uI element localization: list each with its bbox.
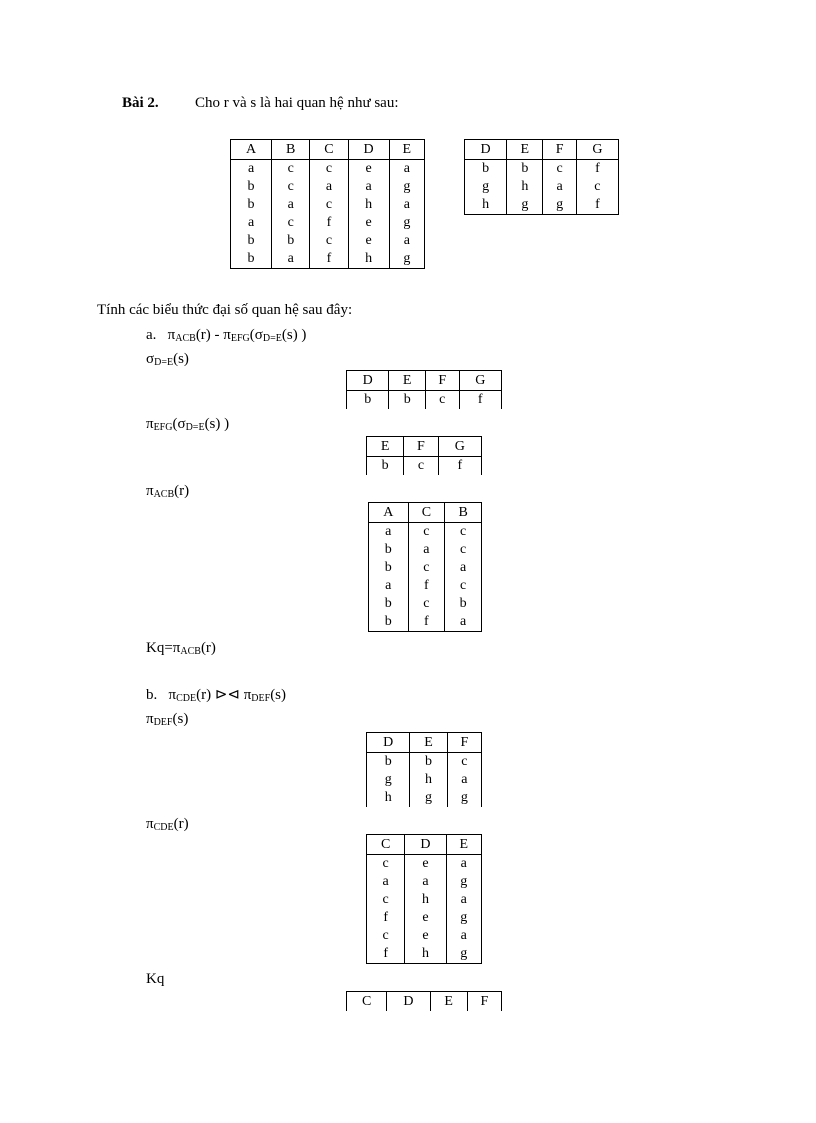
column-header: D <box>465 140 507 160</box>
table-row <box>367 753 482 772</box>
column-header: B <box>445 503 482 523</box>
intro-text: Tính các biểu thức đại số quan hệ sau đây: <box>97 302 353 318</box>
table-cell: g <box>447 789 481 807</box>
table-cell: c <box>543 160 576 179</box>
table-cell: a <box>446 855 481 874</box>
column-header: E <box>430 992 467 1012</box>
column-header: G <box>459 371 502 391</box>
relation-s-table <box>464 139 619 215</box>
part-a-step-project-acb: $\pi_{ACB}(r)$ <box>146 483 190 500</box>
relation-r-table <box>230 139 425 269</box>
table-cell: g <box>367 771 410 789</box>
table-cell: a <box>367 873 405 891</box>
table-row <box>367 873 482 891</box>
table-cell: a <box>369 523 409 542</box>
table-cell: b <box>231 250 272 269</box>
table-cell: b <box>367 457 404 476</box>
part-b-step-project-cde: $\pi_{CDE}(r)$ <box>146 816 189 833</box>
table-cell: h <box>465 196 507 215</box>
table-row <box>367 891 482 909</box>
column-header: E <box>446 835 481 855</box>
table-row <box>231 160 425 179</box>
column-header: F <box>543 140 576 160</box>
table-cell: g <box>389 178 424 196</box>
column-header: F <box>467 992 501 1012</box>
table-cell: c <box>367 927 405 945</box>
table-row <box>465 178 619 196</box>
table-cell: f <box>310 214 348 232</box>
table-cell: a <box>272 250 310 269</box>
table-cell: c <box>310 232 348 250</box>
table-row <box>231 250 425 269</box>
table-cell: a <box>310 178 348 196</box>
table-cell: c <box>404 457 438 476</box>
table-cell: e <box>405 909 446 927</box>
part-a-expression: a. $\pi_{ACB}(r) - \pi_{EFG}(\sigma_{D=E}(s)$ ) <box>146 327 307 344</box>
table-cell: c <box>445 523 482 542</box>
table-cell: b <box>369 595 409 613</box>
column-header: C <box>310 140 348 160</box>
part-b-project-cde-table <box>366 834 482 964</box>
table-row <box>367 771 482 789</box>
table-cell: h <box>405 945 446 964</box>
table-cell: c <box>367 855 405 874</box>
table-header-row <box>231 140 425 160</box>
column-header: F <box>425 371 459 391</box>
column-header: E <box>507 140 543 160</box>
column-header: A <box>231 140 272 160</box>
table-cell: g <box>507 196 543 215</box>
table-cell: b <box>465 160 507 179</box>
table-header-row <box>367 835 482 855</box>
table-cell: b <box>410 753 447 772</box>
table-cell: f <box>576 196 618 215</box>
part-b-step-project-def: $\pi_{DEF}(s)$ <box>146 711 189 728</box>
table-cell: a <box>231 160 272 179</box>
column-header: F <box>447 733 481 753</box>
table-cell: e <box>348 214 389 232</box>
part-a-step-select: $\sigma_{D=E}(s)$ <box>146 351 189 368</box>
table-cell: f <box>367 945 405 964</box>
part-a-project-efg-table <box>366 436 482 475</box>
table-cell: f <box>408 613 445 632</box>
table-cell: c <box>272 178 310 196</box>
table-row <box>465 160 619 179</box>
table-row <box>367 457 482 476</box>
table-cell: a <box>272 196 310 214</box>
table-cell: c <box>408 523 445 542</box>
table-cell: c <box>310 160 348 179</box>
table-cell: f <box>438 457 481 476</box>
table-cell: b <box>347 391 389 410</box>
table-cell: b <box>231 232 272 250</box>
column-header: D <box>367 733 410 753</box>
column-header: E <box>410 733 447 753</box>
table-cell: g <box>446 873 481 891</box>
part-b-result-table <box>346 991 502 1011</box>
table-cell: c <box>425 391 459 410</box>
table-cell: h <box>410 771 447 789</box>
table-cell: a <box>389 160 424 179</box>
table-row <box>231 178 425 196</box>
table-cell: a <box>446 927 481 945</box>
table-row <box>347 391 502 410</box>
table-cell: b <box>445 595 482 613</box>
table-cell: b <box>507 160 543 179</box>
table-cell: c <box>576 178 618 196</box>
table-cell: e <box>405 927 446 945</box>
column-header: E <box>389 140 424 160</box>
table-cell: c <box>367 891 405 909</box>
column-header: C <box>347 992 387 1012</box>
table-row <box>369 595 482 613</box>
table-cell: h <box>348 250 389 269</box>
table-cell: b <box>272 232 310 250</box>
table-row <box>367 945 482 964</box>
table-cell: g <box>543 196 576 215</box>
table-row <box>369 559 482 577</box>
table-cell: b <box>389 391 425 410</box>
table-header-row <box>347 992 502 1012</box>
part-a-result: $Kq=\pi_{ACB}(r)$ <box>146 640 216 657</box>
table-header-row <box>367 733 482 753</box>
table-cell: f <box>408 577 445 595</box>
table-cell: g <box>446 945 481 964</box>
table-cell: a <box>446 891 481 909</box>
column-header: E <box>389 371 425 391</box>
table-cell: g <box>389 214 424 232</box>
table-cell: g <box>446 909 481 927</box>
table-row <box>465 196 619 215</box>
part-a-project-acb-table <box>368 502 482 632</box>
table-row <box>369 523 482 542</box>
table-cell: f <box>576 160 618 179</box>
table-row <box>367 789 482 807</box>
table-cell: h <box>405 891 446 909</box>
part-b-result-label: Kq <box>146 971 165 987</box>
table-row <box>369 541 482 559</box>
column-header: C <box>408 503 445 523</box>
table-cell: a <box>231 214 272 232</box>
table-cell: b <box>231 196 272 214</box>
table-header-row <box>465 140 619 160</box>
table-cell: c <box>310 196 348 214</box>
table-cell: a <box>445 613 482 632</box>
table-row <box>367 855 482 874</box>
table-cell: a <box>445 559 482 577</box>
table-cell: c <box>408 595 445 613</box>
part-b-project-def-table <box>366 732 482 807</box>
table-cell: f <box>459 391 502 410</box>
table-row <box>367 909 482 927</box>
table-cell: c <box>408 559 445 577</box>
table-cell: g <box>410 789 447 807</box>
exercise-label: Bài 2. <box>122 95 159 111</box>
table-cell: c <box>445 541 482 559</box>
table-cell: a <box>543 178 576 196</box>
table-cell: a <box>408 541 445 559</box>
table-cell: e <box>348 160 389 179</box>
table-cell: e <box>405 855 446 874</box>
column-header: D <box>387 992 430 1012</box>
table-row <box>231 214 425 232</box>
column-header: G <box>576 140 618 160</box>
column-header: D <box>347 371 389 391</box>
table-cell: b <box>369 559 409 577</box>
table-cell: b <box>369 613 409 632</box>
table-cell: g <box>465 178 507 196</box>
column-header: A <box>369 503 409 523</box>
table-cell: a <box>447 771 481 789</box>
table-cell: a <box>389 232 424 250</box>
table-row <box>369 577 482 595</box>
table-cell: e <box>348 232 389 250</box>
column-header: F <box>404 437 438 457</box>
table-header-row <box>369 503 482 523</box>
part-b-expression: b. $\pi_{CDE}(r)$ ⊳⊲ $\pi_{DEF}(s)$ <box>146 687 287 704</box>
table-row <box>367 927 482 945</box>
column-header: C <box>367 835 405 855</box>
table-cell: f <box>310 250 348 269</box>
table-cell: g <box>389 250 424 269</box>
table-cell: f <box>367 909 405 927</box>
table-row <box>369 613 482 632</box>
table-cell: c <box>272 160 310 179</box>
column-header: D <box>348 140 389 160</box>
column-header: G <box>438 437 481 457</box>
table-cell: c <box>272 214 310 232</box>
table-cell: c <box>447 753 481 772</box>
table-cell: h <box>367 789 410 807</box>
table-row <box>231 232 425 250</box>
table-cell: a <box>405 873 446 891</box>
column-header: D <box>405 835 446 855</box>
exercise-statement: Cho r và s là hai quan hệ như sau: <box>195 95 399 111</box>
table-cell: b <box>231 178 272 196</box>
table-cell: a <box>389 196 424 214</box>
part-a-step-project-efg: $\pi_{EFG}(\sigma_{D=E}(s)$ ) <box>146 416 230 433</box>
table-cell: h <box>348 196 389 214</box>
part-a-select-table <box>346 370 502 409</box>
table-row <box>231 196 425 214</box>
table-cell: a <box>369 577 409 595</box>
table-cell: h <box>507 178 543 196</box>
table-cell: c <box>445 577 482 595</box>
table-cell: b <box>367 753 410 772</box>
table-cell: a <box>348 178 389 196</box>
column-header: B <box>272 140 310 160</box>
table-header-row <box>347 371 502 391</box>
column-header: E <box>367 437 404 457</box>
table-cell: b <box>369 541 409 559</box>
table-header-row <box>367 437 482 457</box>
